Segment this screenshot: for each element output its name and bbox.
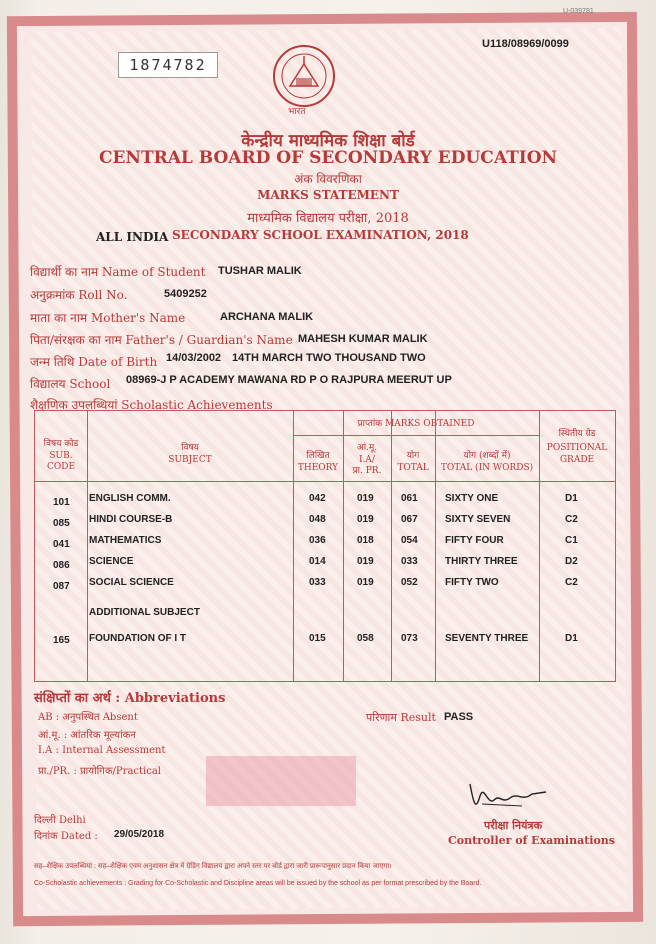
cell-total: 061 <box>401 493 418 504</box>
abbreviations-title: संक्षिप्तों का अर्थ : Abbreviations <box>34 691 226 706</box>
cell-words: FIFTY FOUR <box>445 535 504 546</box>
dob-words: 14TH MARCH TWO THOUSAND TWO <box>232 352 426 364</box>
marks-table <box>34 410 616 682</box>
th-sub-code-1: SUB. <box>49 451 73 461</box>
cell-code: 101 <box>53 497 70 508</box>
school-label: विद्यालय School <box>30 377 111 391</box>
th-subject-hindi: विषय <box>181 443 199 453</box>
cell-subject: HINDI COURSE-B <box>89 514 173 525</box>
scholastic-label: शैक्षणिक उपलब्धियां Scholastic Achievements <box>30 398 273 412</box>
th-grade-hindi: स्थितीय ग्रेड <box>558 429 596 439</box>
ank-vivarnika: अंक विवरणिका <box>294 172 362 186</box>
cell-grade: D1 <box>565 633 578 644</box>
cell-ia: 019 <box>357 514 374 525</box>
cell-code: 086 <box>53 560 70 571</box>
cell-total: 052 <box>401 577 418 588</box>
additional-subject-label: ADDITIONAL SUBJECT <box>89 607 200 618</box>
serial-number: 1874782 <box>118 52 218 78</box>
cell-ia: 058 <box>357 633 374 644</box>
cell-ia: 019 <box>357 577 374 588</box>
cell-theory: 048 <box>309 514 326 525</box>
cell-subject: FOUNDATION OF I T <box>89 633 187 644</box>
cell-words: SEVENTY THREE <box>445 633 529 644</box>
cell-theory: 033 <box>309 577 326 588</box>
roll-label: अनुक्रमांक Roll No. <box>30 288 128 302</box>
th-grade-1: POSITIONAL <box>546 443 608 453</box>
father-label: पिता/संरक्षक का नाम Father's / Guardian's Name <box>30 333 293 347</box>
controller-english: Controller of Examinations <box>448 834 615 847</box>
th-grade-2: GRADE <box>559 455 595 465</box>
cell-code: 087 <box>53 581 70 592</box>
cell-theory: 042 <box>309 493 326 504</box>
certificate-code: U118/08969/0099 <box>482 38 569 50</box>
board-name-hindi: केन्द्रीय माध्यमिक शिक्षा बोर्ड <box>241 131 415 151</box>
board-name-english: CENTRAL BOARD OF SECONDARY EDUCATION <box>98 148 558 168</box>
th-pr: प्रा. PR. <box>352 466 382 476</box>
cell-grade: D2 <box>565 556 578 567</box>
th-ia: I.A/ <box>359 455 375 465</box>
mother-name: ARCHANA MALIK <box>220 311 314 323</box>
school-value: 08969-J P ACADEMY MAWANA RD P O RAJPURA MEERUT UP <box>126 374 452 386</box>
abbrev-item: I.A : Internal Assessment <box>38 745 166 756</box>
cell-subject: SCIENCE <box>89 556 134 567</box>
all-india-label: ALL INDIA <box>96 230 169 244</box>
exam-title-hindi: माध्यमिक विद्यालय परीक्षा, 2018 <box>247 211 409 226</box>
th-sub-code-2: CODE <box>46 462 76 472</box>
roll-number: 5409252 <box>164 288 207 300</box>
controller-hindi: परीक्षा नियंत्रक <box>484 819 543 832</box>
cell-theory: 036 <box>309 535 326 546</box>
cell-theory: 014 <box>309 556 326 567</box>
cell-theory: 015 <box>309 633 326 644</box>
cell-total: 067 <box>401 514 418 525</box>
emblem-caption: भारत <box>288 107 306 117</box>
abbrev-item: प्रा./PR. : प्रायोगिक/Practical <box>38 766 161 777</box>
cell-subject: SOCIAL SCIENCE <box>89 577 174 588</box>
cell-subject: ENGLISH COMM. <box>89 493 171 504</box>
top-code: U-039781 <box>563 8 594 15</box>
mother-label: माता का नाम Mother's Name <box>30 311 186 325</box>
th-theory-hindi: लिखित <box>306 451 330 461</box>
abbrev-item: AB : अनुपस्थित Absent <box>38 712 138 723</box>
dob-value: 14/03/2002 <box>166 352 222 364</box>
cell-grade: C1 <box>565 535 578 546</box>
dob-label: जन्म तिथि Date of Birth <box>30 355 158 369</box>
th-words-hindi: योग (शब्दों में) <box>463 451 511 461</box>
th-sub-code-hindi: विषय कोड <box>43 439 79 449</box>
cell-total: 054 <box>401 535 418 546</box>
exam-title-english: SECONDARY SCHOOL EXAMINATION, 2018 <box>172 228 469 242</box>
dated-value: 29/05/2018 <box>114 829 165 840</box>
cell-words: THIRTY THREE <box>445 556 518 567</box>
dated-label: दिनांक Dated : <box>34 831 98 842</box>
place: दिल्ली Delhi <box>34 815 86 826</box>
th-total: TOTAL <box>397 463 429 473</box>
cell-subject: MATHEMATICS <box>89 535 162 546</box>
cell-ia: 018 <box>357 535 374 546</box>
cell-grade: C2 <box>565 577 578 588</box>
cell-words: SIXTY SEVEN <box>445 514 511 525</box>
footer-hindi: सह–शैक्षिक उपलब्धियां : सह–शैक्षिक एवम अनुशासन क्षेत्र में ग्रेडिंग विद्यालय द्वारा अपने स्तर पर बोर्ड द्वारा जारी प्रारूपानुसार प्रदान किया जाएगा। <box>34 863 392 870</box>
cell-total: 073 <box>401 633 418 644</box>
cell-code: 041 <box>53 539 70 550</box>
result-value: PASS <box>444 711 474 723</box>
father-name: MAHESH KUMAR MALIK <box>298 333 428 345</box>
cell-code: 085 <box>53 518 70 529</box>
th-words: TOTAL (IN WORDS) <box>440 463 534 473</box>
th-ia-hindi: आं.मू. <box>356 443 378 453</box>
controller-signature <box>462 776 552 816</box>
abbrev-item: आं.मू. : आंतरिक मूल्यांकन <box>38 730 136 741</box>
th-total-hindi: योग <box>406 451 420 461</box>
cell-grade: D1 <box>565 493 578 504</box>
cell-words: FIFTY TWO <box>445 577 499 588</box>
cell-code: 165 <box>53 635 70 646</box>
cell-grade: C2 <box>565 514 578 525</box>
student-name-label: विद्यार्थी का नाम Name of Student <box>30 265 206 279</box>
th-theory: THEORY <box>297 463 339 473</box>
result-label: परिणाम Result <box>366 711 436 724</box>
cell-ia: 019 <box>357 556 374 567</box>
cbse-emblem-icon <box>266 44 342 112</box>
cell-total: 033 <box>401 556 418 567</box>
marks-statement-title: MARKS STATEMENT <box>257 188 399 202</box>
cell-words: SIXTY ONE <box>445 493 499 504</box>
student-name: TUSHAR MALIK <box>218 265 302 277</box>
footer-english: Co-Scholastic achievements : Grading for Co-Scholastic and Discipline areas will be issued by the school as per format prescribed by the Board. <box>34 880 482 887</box>
th-marks-obtained: प्राप्तांक MARKS OBTAINED <box>357 419 475 429</box>
th-subject: SUBJECT <box>168 455 212 465</box>
cell-ia: 019 <box>357 493 374 504</box>
redacted-stamp <box>206 756 356 806</box>
